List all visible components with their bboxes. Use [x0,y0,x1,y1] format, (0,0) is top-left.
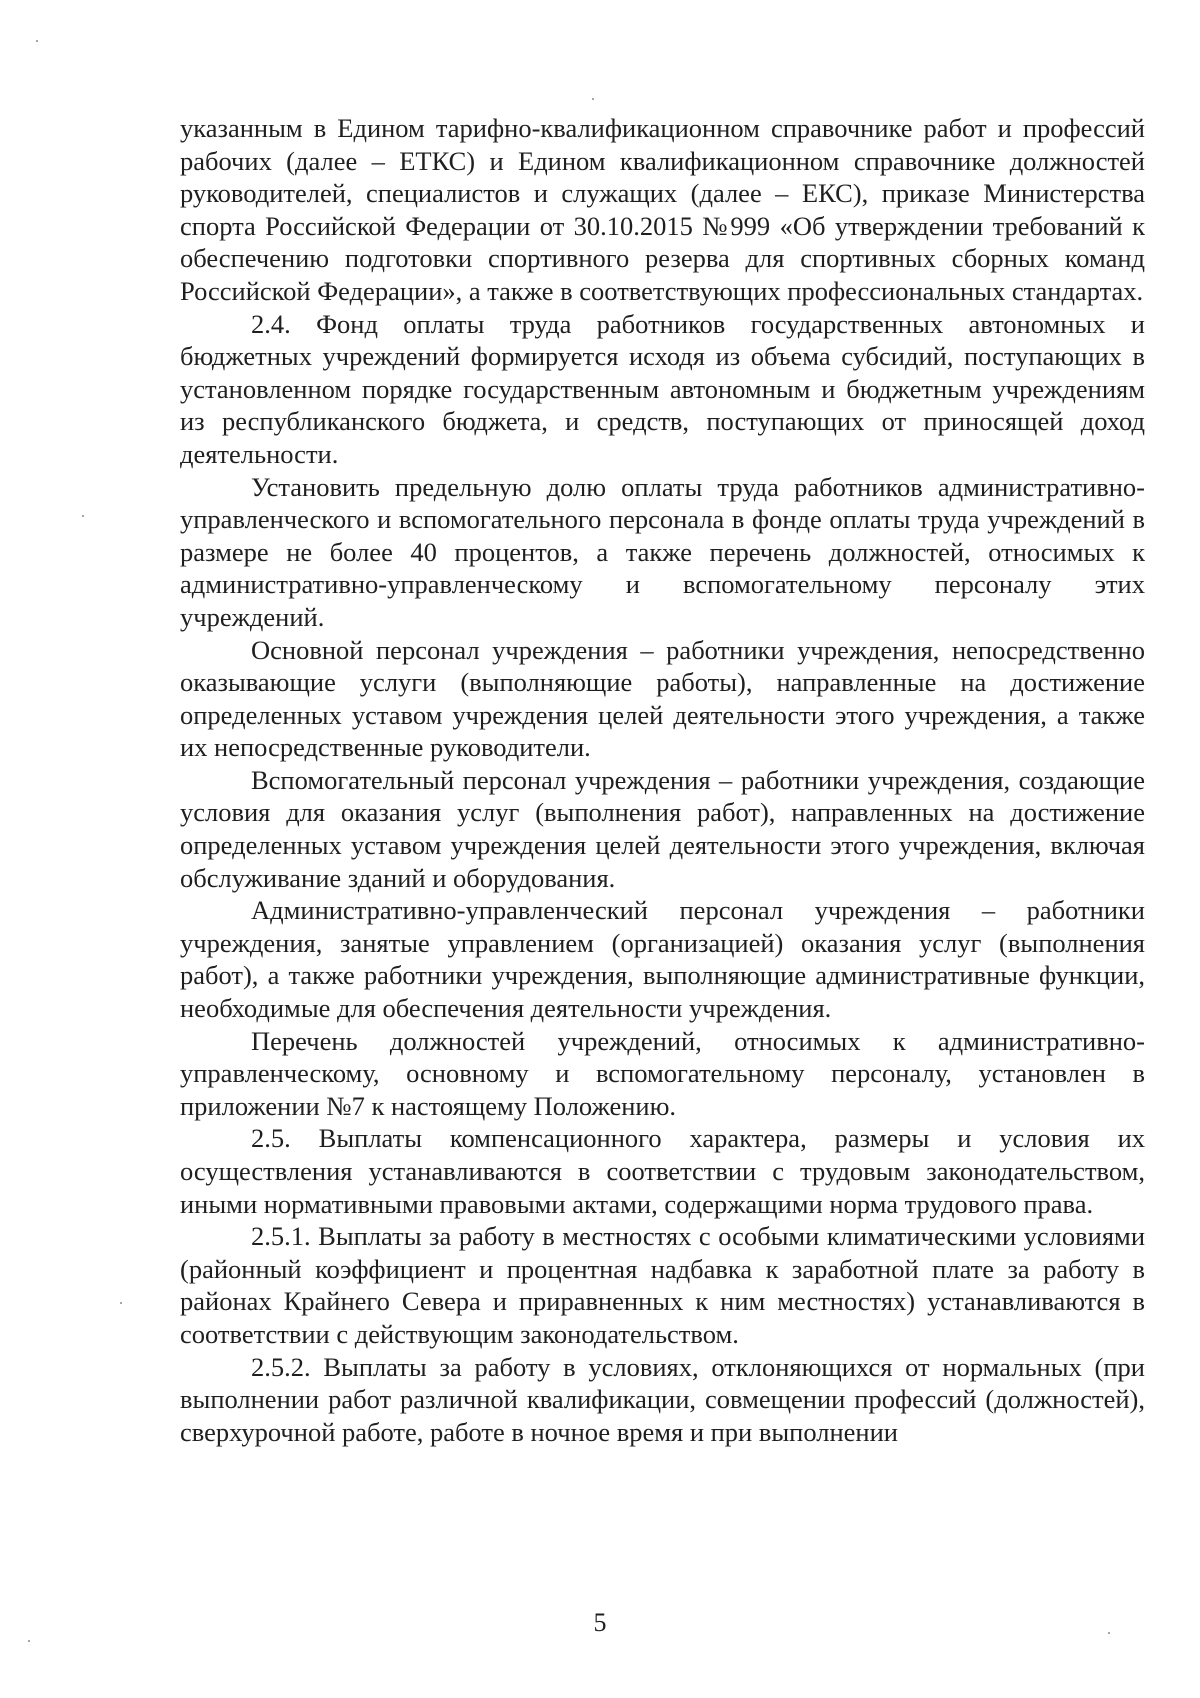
paragraph-2-5-1: 2.5.1. Выплаты за работу в местностях с особыми климатическими условиями (районный коэффициент и процентная надбавка к заработной плате за работу в районах Крайнего Севера и приравненных к ним местностях) устанавливаются в соответствии с действующим законодательством. [180,1221,1145,1349]
paragraph-admin-staff: Административно-управленческий персонал учреждения – работники учреждения, занятые управлением (организацией) оказания услуг (выполнения работ), а также работники учреждения, выполняющие административные функции, необходимые для обеспечения деятельности учреждения. [180,895,1145,1024]
page-number: 5 [593,1608,607,1637]
paragraph-positions-list: Перечень должностей учреждений, относимых к административно-управленческому, основному и вспомогательному персоналу, установлен в приложении №7 к настоящему Положению. [180,1025,1145,1121]
scan-speck [592,98,594,100]
scan-speck [120,1302,122,1304]
scan-speck [1108,1632,1110,1634]
paragraph-2-5: 2.5. Выплаты компенсационного характера, размеры и условия их осуществления устанавливаются в соответствии с трудовым законодательством, иными нормативными правовыми актами, содержащими норма трудового права. [180,1123,1145,1219]
paragraph-staff-share: Установить предельную долю оплаты труда работников административно-управленческого и вспомогательного персонала в фонде оплаты труда учреждений в размере не более 40 процентов, а также перечень должностей, относимых к административно-управленческому и вспомогательному персоналу этих учреждений. [180,471,1145,632]
scan-speck [82,515,84,517]
document-body [180,112,1145,1448]
paragraph-auxiliary-staff: Вспомогательный персонал учреждения – работники учреждения, создающие условия для оказания услуг (выполнения работ), направленных на достижение определенных уставом учреждения целей деятельности этого учреждения, включая обслуживание зданий и оборудования. [180,764,1145,893]
paragraph-main-staff: Основной персонал учреждения – работники учреждения, непосредственно оказывающие услуги (выполняющие работы), направленные на достижение определенных уставом учреждения целей деятельности этого учреждения, а также их непосредственные руководители. [180,634,1145,763]
scan-speck [36,40,38,42]
paragraph-2-4: 2.4. Фонд оплаты труда работников государственных автономных и бюджетных учреждений формируется исходя из объема субсидий, поступающих в установленном порядке государственным автономным и бюджетным учреждениям из республиканского бюджета, и средств, поступающих от приносящей доход деятельности. [180,308,1145,469]
paragraph-continuation: указанным в Едином тарифно-квалификационном справочнике работ и профессий рабочих (далее – ЕТКС) и Едином квалификационном справочнике должностей руководителей, специалистов и служащих (далее – ЕКС), приказе Министерства спорта Российской Федерации от 30.10.2015 №999 «Об утверждении требований к обеспечению подготовки спортивного резерва для спортивных сборных команд Российской Федерации», а также в соответствующих профессиональных стандартах. [180,113,1145,306]
paragraph-2-5-2: 2.5.2. Выплаты за работу в условиях, отклоняющихся от нормальных (при выполнении работ различной квалификации, совмещении профессий (должностей), сверхурочной работе, работе в ночное время и при выполнении [180,1351,1145,1447]
scan-speck [28,1640,30,1642]
